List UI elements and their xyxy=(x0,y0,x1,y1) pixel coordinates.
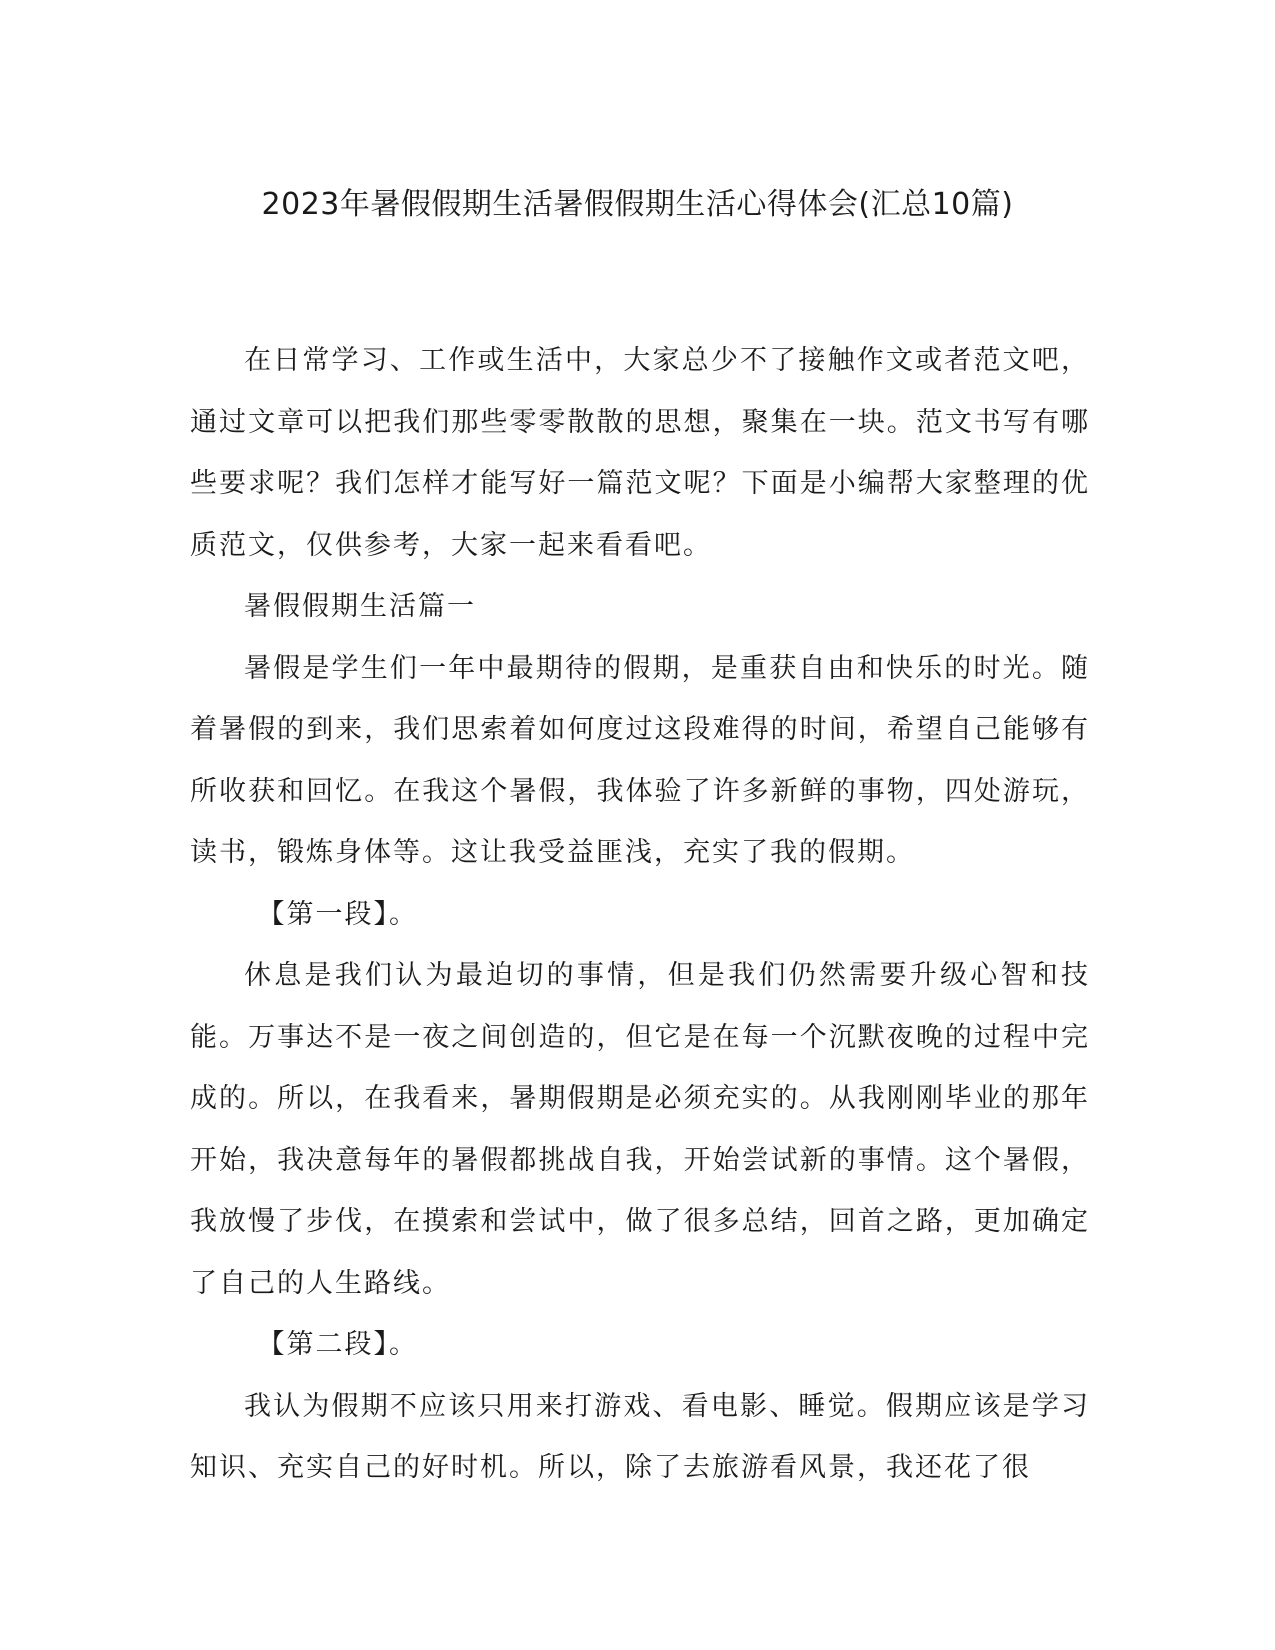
document-body xyxy=(190,330,1090,1499)
intro-paragraph: 在日常学习、工作或生活中，大家总少不了接触作文或者范文吧，通过文章可以把我们那些零零散散的思想，聚集在一块。范文书写有哪些要求呢？我们怎样才能写好一篇范文呢？下面是小编帮大家整理的优质范文，仅供参考，大家一起来看看吧。 xyxy=(190,345,1090,561)
chapter-paragraph: 暑假是学生们一年中最期待的假期，是重获自由和快乐的时光。随着暑假的到来，我们思索着如何度过这段难得的时间，希望自己能够有所收获和回忆。在我这个暑假，我体验了许多新鲜的事物，四处游玩，读书，锻炼身体等。这让我受益匪浅，充实了我的假期。 xyxy=(190,652,1090,868)
section-marker-one: 【第一段】。 xyxy=(257,898,418,930)
section-marker-two: 【第二段】。 xyxy=(257,1329,418,1360)
section-one-paragraph: 休息是我们认为最迫切的事情，但是我们仍然需要升级心智和技能。万事达不是一夜之间创造的，但它是在每一个沉默夜晚的过程中完成的。所以，在我看来，暑期假期是必须充实的。从我刚刚毕业的那年开始，我决意每年的暑假都挑战自我，开始尝试新的事情。这个暑假，我放慢了步伐，在摸索和尝试中，做了很多总结，回首之路，更加确定了自己的人生路线。 xyxy=(190,960,1090,1299)
chapter-heading: 暑假假期生活篇一 xyxy=(244,591,476,622)
document-title: 2023年暑假假期生活暑假假期生活心得体会(汇总10篇) xyxy=(261,187,1014,222)
section-two-paragraph: 我认为假期不应该只用来打游戏、看电影、睡觉。假期应该是学习知识、充实自己的好时机。所以，除了去旅游看风景，我还花了很 xyxy=(190,1390,1090,1483)
